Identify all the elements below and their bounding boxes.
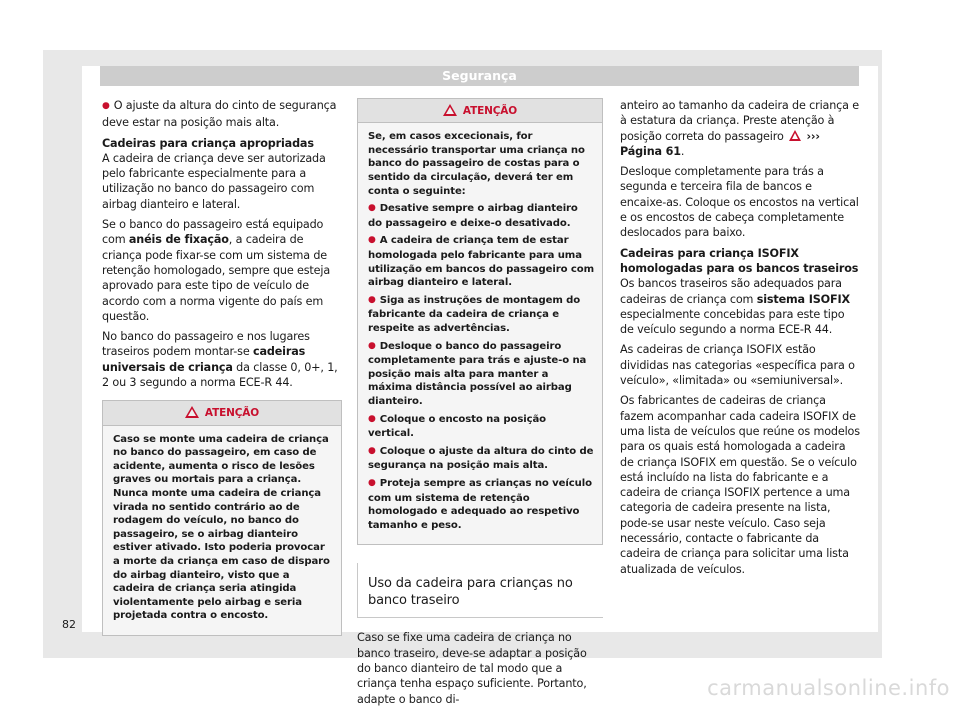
paragraph: Desloque completamente para trás a segunda e terceira fila de bancos e encaixe-as. Coloque os encostos na vertical e os encostos de cabeça completamente deslocados para baixo. xyxy=(620,165,859,240)
text-run: Os bancos traseiros são adequados para cadeiras de criança com xyxy=(620,277,842,306)
warning-title: ATENÇÃO xyxy=(204,407,260,420)
warning-item xyxy=(368,234,594,289)
text-run: No banco do passageiro e nos lugares traseiros podem montar-se xyxy=(102,330,310,359)
bullet-icon: ● xyxy=(368,413,376,424)
warning-text: Caso se monte uma cadeira de criança no banco do passageiro, em caso de acidente, aumenta o risco de lesões graves ou mortais para a criança. Nunca monte uma cadeira de criança virada no sentido contrário ao de rodagem do veículo, no banco do passageiro, se o airbag dianteiro estiver ativado. Isto poderia provocar a morte da criança em caso de disparo do airbag dianteiro, visto que a cadeira de criança seria atingida violentamente pelo airbag e seria projetada contra o encosto. xyxy=(113,433,330,622)
warning-intro: Se, em casos excecionais, for necessário transportar uma criança no banco do passageiro de costas para o sentido da circulação, deverá ter em conta o seguinte: xyxy=(368,131,585,197)
paragraph: A cadeira de criança deve ser autorizada pelo fabricante especialmente para a utilização no banco do passageiro com airbag dianteiro e lateral. xyxy=(102,151,326,211)
warning-triangle-icon xyxy=(789,130,801,141)
subheading: Cadeiras para criança ISOFIX homologadas para os bancos traseiros xyxy=(620,246,859,275)
warning-item xyxy=(368,445,594,473)
warning-item xyxy=(368,202,594,230)
column-right xyxy=(620,98,860,582)
text-run: , a cadeira de criança pode fixar-se com um sistema de retenção homologado, sempre que esteja aprovado para este tipo de veículo de acordo com a norma vigente do país em questão. xyxy=(102,233,331,323)
text-run: anteiro ao tamanho da cadeira de criança e à estatura da criança. Preste atenção à posição correta do passageiro xyxy=(620,99,860,143)
bullet-icon: ● xyxy=(368,203,376,214)
warning-item-text: Coloque o ajuste da altura do cinto de segurança na posição mais alta. xyxy=(368,445,594,472)
warning-item xyxy=(368,477,594,532)
warning-item-text: Siga as instruções de montagem do fabricante da cadeira de criança e respeite as advertências. xyxy=(368,294,581,335)
warning-triangle-icon xyxy=(443,104,457,116)
bullet-icon: ● xyxy=(368,445,376,456)
warning-item xyxy=(368,340,594,409)
warning-header xyxy=(103,401,341,425)
bullet-icon: ● xyxy=(368,477,376,488)
subheading: Cadeiras para criança apropriadas xyxy=(102,136,314,150)
column-middle xyxy=(357,98,603,708)
warning-item-text: Coloque o encosto na posição vertical. xyxy=(368,413,547,440)
page-reference-link[interactable]: ››› Página 61 xyxy=(620,129,820,158)
warning-box xyxy=(102,400,342,636)
page-number: 82 xyxy=(62,618,76,631)
paragraph xyxy=(102,329,342,390)
bullet-icon: ● xyxy=(102,101,110,111)
warning-item xyxy=(368,294,594,336)
paragraph xyxy=(102,217,342,324)
paragraph: As cadeiras de criança ISOFIX estão divididas nas categorias «específica para o veículo», «limitada» ou «semiuniversal». xyxy=(620,343,855,388)
bullet-text: O ajuste da altura do cinto de segurança deve estar na posição mais alta. xyxy=(102,99,337,130)
section-title: Uso da cadeira para crianças no banco traseiro xyxy=(357,563,603,618)
bullet-icon: ● xyxy=(368,294,376,305)
warning-triangle-icon xyxy=(185,406,199,418)
warning-item-text: Desloque o banco do passageiro completamente para trás e ajuste-o na posição mais alta para manter a máxima distância possível ao airbag dianteiro. xyxy=(368,340,587,407)
bold-term: cadeiras universais de criança xyxy=(102,345,306,374)
bullet-paragraph xyxy=(102,98,342,131)
text-run: . xyxy=(680,144,685,158)
paragraph: Caso se fixe uma cadeira de criança no banco traseiro, deve-se adaptar a posição do banco dianteiro de tal modo que a criança tenha espaço suficiente. Portanto, adapte o banco di- xyxy=(357,631,587,706)
section-header xyxy=(100,66,859,86)
warning-item-text: Proteja sempre as crianças no veículo com um sistema de retenção homologado e adequado ao respetivo tamanho e peso. xyxy=(368,477,592,531)
bullet-icon: ● xyxy=(368,235,376,246)
column-left xyxy=(102,98,342,636)
text-run: da classe 0, 0+, 1, 2 ou 3 segundo a norma ECE-R 44. xyxy=(102,360,338,390)
warning-item xyxy=(368,413,594,441)
warning-body xyxy=(358,123,602,544)
warning-item-text: Desative sempre o airbag dianteiro do passageiro e deixe-o desativado. xyxy=(368,203,578,229)
watermark: carmanualsonline.info xyxy=(707,676,950,700)
warning-header xyxy=(358,99,602,123)
text-run: especialmente concebidas para este tipo de veículo segundo a norma ECE-R 44. xyxy=(620,307,845,337)
bullet-icon: ● xyxy=(368,340,376,351)
warning-body xyxy=(103,426,341,635)
bold-term: anéis de fixação xyxy=(128,233,229,247)
bold-term: sistema ISOFIX xyxy=(756,292,850,306)
warning-item-text: A cadeira de criança tem de estar homologada pelo fabricante para uma utilização em bancos do passageiro com airbag dianteiro e lateral. xyxy=(368,235,594,289)
text-run: Se o banco do passageiro está equipado com xyxy=(102,218,324,247)
warning-title: ATENÇÃO xyxy=(462,105,518,117)
section-header-title: Segurança xyxy=(442,68,517,83)
paragraph xyxy=(620,276,860,337)
warning-box xyxy=(357,98,603,545)
paragraph: Os fabricantes de cadeiras de criança fazem acompanhar cada cadeira ISOFIX de uma lista de veículos que reúne os modelos para os quais está homologada a cadeira de criança ISOFIX em questão. Se o veículo está incluído na lista do fabricante e a cadeira de criança ISOFIX pertence a uma categoria de cadeira presente na lista, pode-se usar neste veículo. Caso seja necessário, contacte o fabricante da cadeira de criança para solicitar uma lista atualizada de veículos. xyxy=(620,394,860,576)
paragraph xyxy=(620,98,860,159)
